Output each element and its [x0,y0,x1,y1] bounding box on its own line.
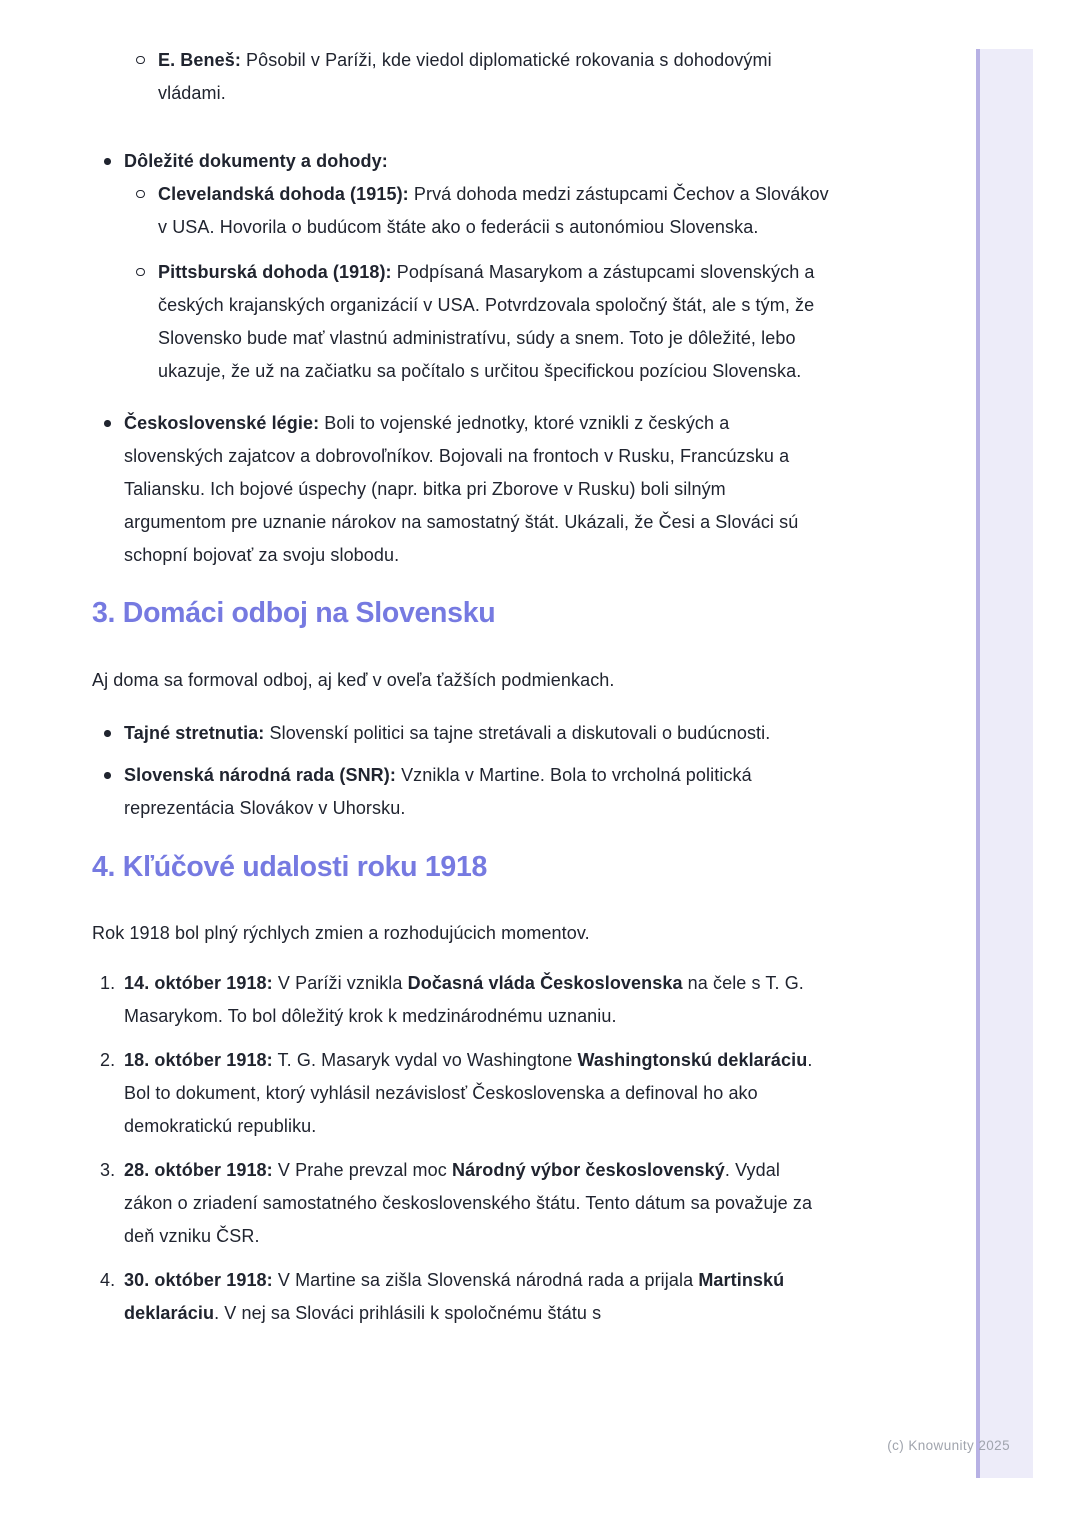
event-number: 3. [100,1160,116,1180]
documents-sub-list [92,178,832,388]
events-ordered-list [92,967,832,1330]
list-item-text: Slovenská národná rada (SNR): Vznikla v Martine. Bola to vrcholná politická reprezentácia Slovákov v Uhorsku. [124,765,752,818]
section-4-heading: 4. Kľúčové udalosti roku 1918 [92,851,488,883]
document-content [92,44,832,1330]
list-item [137,178,832,244]
list-item-text: Tajné stretnutia: Slovenskí politici sa tajne stretávali a diskutovali o budúcnosti. [124,723,771,743]
section-4-intro: Rok 1918 bol plný rýchlych zmien a rozhodujúcich momentov. [92,923,590,943]
page-edge-strip [976,49,1033,1478]
section-3-heading: 3. Domáci odboj na Slovensku [92,597,496,629]
list-item-text: Clevelandská dohoda (1915): Prvá dohoda medzi zástupcami Čechov a Slovákov v USA. Hovorila o budúcom štáte ako o federácii s autonómiou Slovenska. [158,184,829,237]
event-text: 14. október 1918: V Paríži vznikla Dočasná vláda Československa na čele s T. G. Masarykom. To bol dôležitý krok k medzinárodnému uznaniu. [124,973,804,1026]
event-text: 28. október 1918: V Prahe prevzal moc Národný výbor československý. Vydal zákon o zriadení samostatného československého štátu. Tento dátum sa považuje za deň vzniku ČSR. [124,1160,813,1246]
list-item [92,759,832,825]
event-number: 1. [100,973,116,993]
list-item-text: Pittsburská dohoda (1918): Podpísaná Masarykom a zástupcami slovenských a českých krajanských organizácií v USA. Potvrdzovala spoločný štát, ale s tým, že Slovensko bude mať vlastnú administratívu, súdy a snem. Toto je dôležité, lebo ukazuje, že už na začiatku sa počítalo s určitou špecifickou pozíciou Slovenska. [158,262,815,381]
legions-list [92,407,832,572]
list-item [92,407,832,572]
list-item [137,44,832,110]
event-text: 18. október 1918: T. G. Masaryk vydal vo Washingtone Washingtonskú deklaráciu. Bol to dokument, ktorý vyhlásil nezávislosť Československa a definoval ho ako demokratickú republiku. [124,1050,813,1136]
event-item [92,967,832,1033]
section-3-intro: Aj doma sa formoval odboj, aj keď v oveľa ťažších podmienkach. [92,670,615,690]
event-item [92,1154,832,1253]
section-3-list [92,717,832,825]
event-item [92,1264,832,1330]
event-item [92,1044,832,1143]
carryover-sub-list [92,44,832,110]
copyright-footer: (c) Knowunity 2025 [887,1438,1010,1453]
event-number: 4. [100,1270,116,1290]
list-item-text: Dôležité dokumenty a dohody: [124,151,388,171]
list-item-text: E. Beneš: Pôsobil v Paríži, kde viedol diplomatické rokovania s dohodovými vládami. [158,50,772,103]
list-item-text: Československé légie: Boli to vojenské jednotky, ktoré vznikli z českých a slovenských zajatcov a dobrovoľníkov. Bojovali na frontoch v Rusku, Francúzsku a Taliansku. Ich bojové úspechy (napr. bitka pri Zborove v Rusku) boli silným argumentom pre uznanie nárokov na samostatný štát. Ukázali, že Česi a Slováci sú schopní bojovať za svoju slobodu. [124,413,799,565]
event-text: 30. október 1918: V Martine sa zišla Slovenská národná rada a prijala Martinskú deklaráciu. V nej sa Slováci prihlásili k spoločnému štátu s [124,1270,785,1323]
list-item [137,256,832,388]
list-item [92,145,832,178]
event-number: 2. [100,1050,116,1070]
documents-header-list [92,145,832,178]
list-item [92,717,832,750]
